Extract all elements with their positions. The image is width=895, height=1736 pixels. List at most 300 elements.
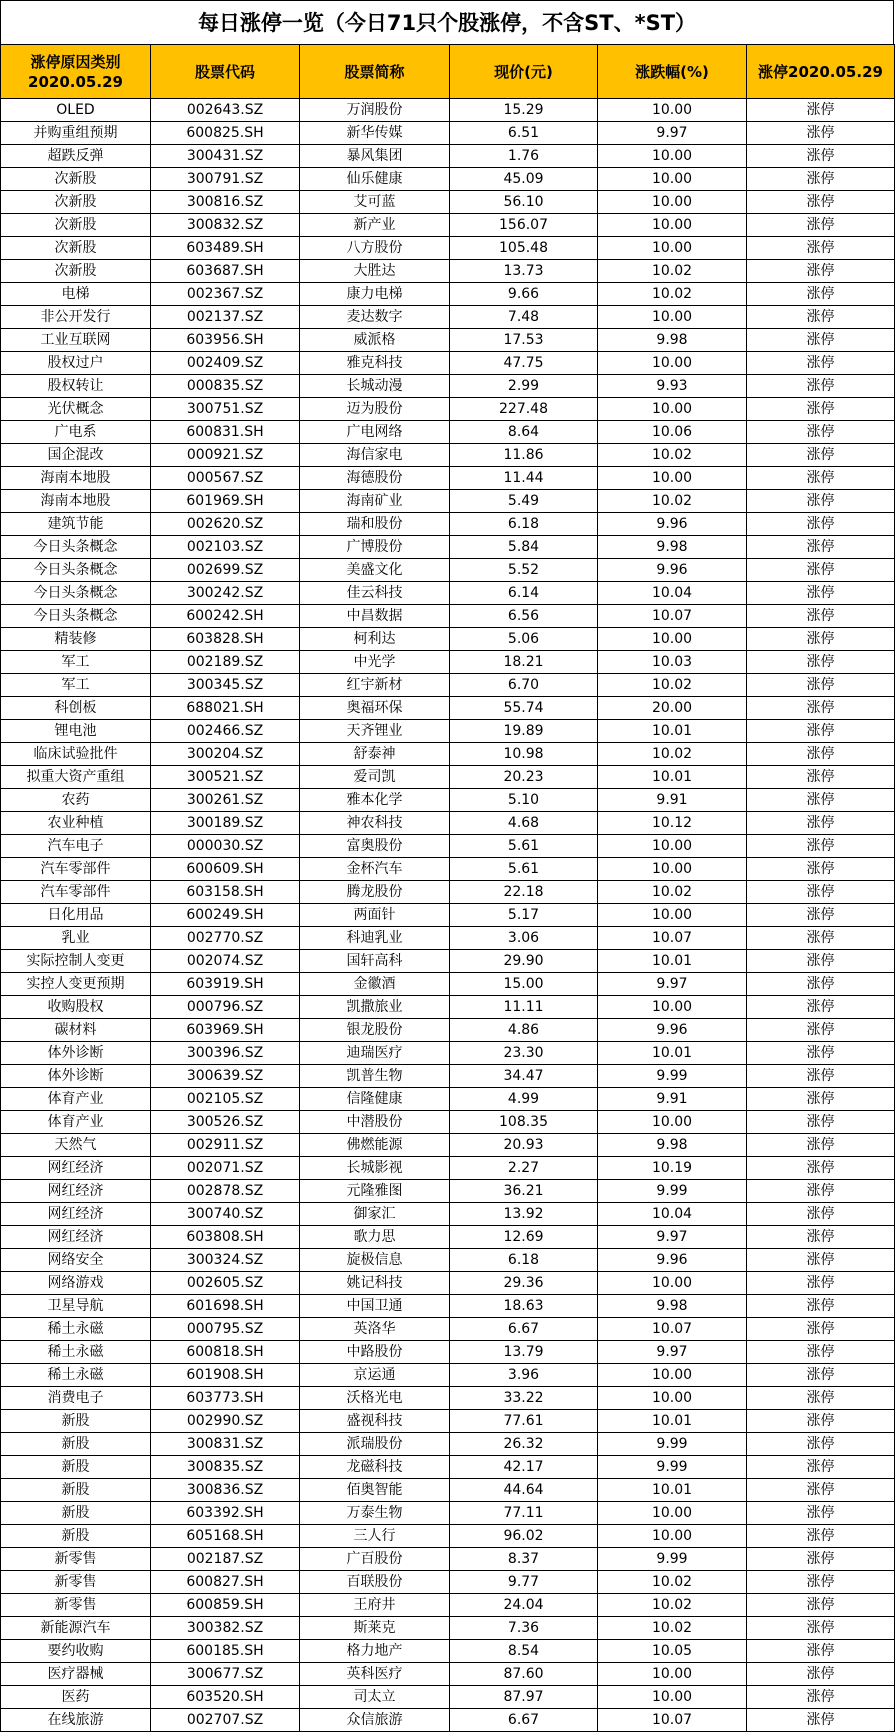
table-row (1, 927, 895, 950)
name-cell: 长城动漫 (300, 375, 450, 398)
table-row (1, 398, 895, 421)
name-cell: 国轩高科 (300, 950, 450, 973)
header-price: 现价(元) (450, 45, 598, 99)
table-row (1, 1157, 895, 1180)
name-cell: 万润股份 (300, 99, 450, 122)
price-cell: 4.68 (450, 812, 598, 835)
name-cell: 威派格 (300, 329, 450, 352)
status-cell: 涨停 (747, 674, 895, 697)
status-cell: 涨停 (747, 881, 895, 904)
status-cell: 涨停 (747, 214, 895, 237)
change-cell: 10.00 (598, 1364, 747, 1387)
price-cell: 7.36 (450, 1617, 598, 1640)
reason-cell: 网红经济 (1, 1226, 151, 1249)
price-cell: 33.22 (450, 1387, 598, 1410)
price-cell: 44.64 (450, 1479, 598, 1502)
table-row (1, 1548, 895, 1571)
price-cell: 20.23 (450, 766, 598, 789)
name-cell: 舒泰神 (300, 743, 450, 766)
code-cell: 300791.SZ (151, 168, 300, 191)
code-cell: 000796.SZ (151, 996, 300, 1019)
change-cell: 10.04 (598, 1203, 747, 1226)
name-cell: 广电网络 (300, 421, 450, 444)
table-row (1, 950, 895, 973)
reason-cell: 网络安全 (1, 1249, 151, 1272)
table-row (1, 1594, 895, 1617)
reason-cell: 次新股 (1, 168, 151, 191)
table-row (1, 1088, 895, 1111)
status-cell: 涨停 (747, 1456, 895, 1479)
code-cell: 002103.SZ (151, 536, 300, 559)
name-cell: 新产业 (300, 214, 450, 237)
status-cell: 涨停 (747, 789, 895, 812)
code-cell: 600249.SH (151, 904, 300, 927)
status-cell: 涨停 (747, 1571, 895, 1594)
reason-cell: 锂电池 (1, 720, 151, 743)
price-cell: 5.61 (450, 835, 598, 858)
status-cell: 涨停 (747, 260, 895, 283)
status-cell: 涨停 (747, 329, 895, 352)
code-cell: 300831.SZ (151, 1433, 300, 1456)
code-cell: 605168.SH (151, 1525, 300, 1548)
code-cell: 002605.SZ (151, 1272, 300, 1295)
reason-cell: 新股 (1, 1479, 151, 1502)
reason-cell: 汽车零部件 (1, 881, 151, 904)
change-cell: 10.12 (598, 812, 747, 835)
change-cell: 10.01 (598, 720, 747, 743)
change-cell: 20.00 (598, 697, 747, 720)
reason-cell: 临床试验批件 (1, 743, 151, 766)
status-cell: 涨停 (747, 1617, 895, 1640)
reason-cell: OLED (1, 99, 151, 122)
price-cell: 5.06 (450, 628, 598, 651)
code-cell: 603392.SH (151, 1502, 300, 1525)
status-cell: 涨停 (747, 1502, 895, 1525)
change-cell: 9.99 (598, 1548, 747, 1571)
table-row (1, 835, 895, 858)
table-row (1, 145, 895, 168)
code-cell: 000030.SZ (151, 835, 300, 858)
reason-cell: 天然气 (1, 1134, 151, 1157)
code-cell: 601908.SH (151, 1364, 300, 1387)
table-row (1, 444, 895, 467)
price-cell: 55.74 (450, 697, 598, 720)
code-cell: 600185.SH (151, 1640, 300, 1663)
code-cell: 300521.SZ (151, 766, 300, 789)
status-cell: 涨停 (747, 1157, 895, 1180)
name-cell: 柯利达 (300, 628, 450, 651)
code-cell: 600818.SH (151, 1341, 300, 1364)
status-cell: 涨停 (747, 421, 895, 444)
price-cell: 6.14 (450, 582, 598, 605)
reason-cell: 新零售 (1, 1548, 151, 1571)
price-cell: 6.67 (450, 1318, 598, 1341)
name-cell: 富奥股份 (300, 835, 450, 858)
name-cell: 中路股份 (300, 1341, 450, 1364)
name-cell: 沃格光电 (300, 1387, 450, 1410)
reason-cell: 网络游戏 (1, 1272, 151, 1295)
code-cell: 002990.SZ (151, 1410, 300, 1433)
header-reason-category (1, 45, 151, 99)
status-cell: 涨停 (747, 1548, 895, 1571)
table-row (1, 99, 895, 122)
status-cell: 涨停 (747, 1525, 895, 1548)
code-cell: 300751.SZ (151, 398, 300, 421)
reason-cell: 次新股 (1, 237, 151, 260)
table-row (1, 1663, 895, 1686)
price-cell: 8.54 (450, 1640, 598, 1663)
reason-cell: 海南本地股 (1, 490, 151, 513)
name-cell: 新华传媒 (300, 122, 450, 145)
change-cell: 10.00 (598, 398, 747, 421)
name-cell: 仙乐健康 (300, 168, 450, 191)
name-cell: 两面针 (300, 904, 450, 927)
reason-cell: 网红经济 (1, 1180, 151, 1203)
change-cell: 10.01 (598, 950, 747, 973)
table-row (1, 122, 895, 145)
status-cell: 涨停 (747, 1249, 895, 1272)
code-cell: 300396.SZ (151, 1042, 300, 1065)
status-cell: 涨停 (747, 283, 895, 306)
name-cell: 英洛华 (300, 1318, 450, 1341)
reason-cell: 网红经济 (1, 1203, 151, 1226)
price-cell: 2.99 (450, 375, 598, 398)
code-cell: 002911.SZ (151, 1134, 300, 1157)
header-stock-code: 股票代码 (151, 45, 300, 99)
name-cell: 爱司凯 (300, 766, 450, 789)
table-row (1, 973, 895, 996)
name-cell: 迈为股份 (300, 398, 450, 421)
header-limit-status: 涨停2020.05.29 (747, 45, 895, 99)
table-row (1, 582, 895, 605)
code-cell: 603828.SH (151, 628, 300, 651)
code-cell: 300345.SZ (151, 674, 300, 697)
status-cell: 涨停 (747, 1088, 895, 1111)
price-cell: 1.76 (450, 145, 598, 168)
code-cell: 002620.SZ (151, 513, 300, 536)
status-cell: 涨停 (747, 720, 895, 743)
reason-cell: 体外诊断 (1, 1042, 151, 1065)
change-cell: 10.00 (598, 1686, 747, 1709)
change-cell: 10.07 (598, 605, 747, 628)
code-cell: 002367.SZ (151, 283, 300, 306)
change-cell: 10.00 (598, 835, 747, 858)
code-cell: 600859.SH (151, 1594, 300, 1617)
code-cell: 603687.SH (151, 260, 300, 283)
change-cell: 10.02 (598, 743, 747, 766)
name-cell: 歌力思 (300, 1226, 450, 1249)
code-cell: 002770.SZ (151, 927, 300, 950)
price-cell: 5.10 (450, 789, 598, 812)
name-cell: 红宇新材 (300, 674, 450, 697)
change-cell: 9.96 (598, 1249, 747, 1272)
table-row (1, 628, 895, 651)
price-cell: 5.49 (450, 490, 598, 513)
table-row (1, 1019, 895, 1042)
status-cell: 涨停 (747, 835, 895, 858)
change-cell: 10.00 (598, 1502, 747, 1525)
name-cell: 万泰生物 (300, 1502, 450, 1525)
change-cell: 9.96 (598, 513, 747, 536)
status-cell: 涨停 (747, 122, 895, 145)
price-cell: 19.89 (450, 720, 598, 743)
status-cell: 涨停 (747, 352, 895, 375)
header-row (1, 45, 895, 99)
table-row (1, 1709, 895, 1732)
change-cell: 10.02 (598, 444, 747, 467)
code-cell: 300816.SZ (151, 191, 300, 214)
change-cell: 10.00 (598, 1387, 747, 1410)
price-cell: 42.17 (450, 1456, 598, 1479)
code-cell: 300677.SZ (151, 1663, 300, 1686)
price-cell: 4.99 (450, 1088, 598, 1111)
code-cell: 300261.SZ (151, 789, 300, 812)
price-cell: 11.44 (450, 467, 598, 490)
reason-cell: 稀土永磁 (1, 1364, 151, 1387)
status-cell: 涨停 (747, 1686, 895, 1709)
price-cell: 36.21 (450, 1180, 598, 1203)
change-cell: 10.02 (598, 490, 747, 513)
name-cell: 百联股份 (300, 1571, 450, 1594)
table-row (1, 651, 895, 674)
reason-cell: 在线旅游 (1, 1709, 151, 1732)
price-cell: 6.67 (450, 1709, 598, 1732)
code-cell: 002707.SZ (151, 1709, 300, 1732)
name-cell: 中光学 (300, 651, 450, 674)
reason-cell: 汽车电子 (1, 835, 151, 858)
price-cell: 6.51 (450, 122, 598, 145)
change-cell: 10.00 (598, 628, 747, 651)
table-row (1, 191, 895, 214)
price-cell: 156.07 (450, 214, 598, 237)
price-cell: 11.86 (450, 444, 598, 467)
change-cell: 10.00 (598, 168, 747, 191)
table-row (1, 1617, 895, 1640)
sheet-title: 每日涨停一览（今日71只个股涨停，不含ST、*ST） (0, 0, 894, 44)
change-cell: 9.96 (598, 1019, 747, 1042)
reason-cell: 收购股权 (1, 996, 151, 1019)
table-row (1, 1571, 895, 1594)
name-cell: 中潜股份 (300, 1111, 450, 1134)
status-cell: 涨停 (747, 513, 895, 536)
code-cell: 002878.SZ (151, 1180, 300, 1203)
change-cell: 10.00 (598, 904, 747, 927)
change-cell: 10.02 (598, 283, 747, 306)
table-row (1, 1111, 895, 1134)
reason-cell: 新能源汽车 (1, 1617, 151, 1640)
reason-cell: 稀土永磁 (1, 1341, 151, 1364)
table-row (1, 1364, 895, 1387)
table-row (1, 1318, 895, 1341)
name-cell: 雅本化学 (300, 789, 450, 812)
name-cell: 司太立 (300, 1686, 450, 1709)
status-cell: 涨停 (747, 1203, 895, 1226)
name-cell: 科迪乳业 (300, 927, 450, 950)
price-cell: 13.79 (450, 1341, 598, 1364)
code-cell: 688021.SH (151, 697, 300, 720)
status-cell: 涨停 (747, 398, 895, 421)
price-cell: 47.75 (450, 352, 598, 375)
reason-cell: 卫星导航 (1, 1295, 151, 1318)
header-reason-text: 涨停原因类别 2020.05.29 (28, 52, 123, 91)
reason-cell: 新股 (1, 1525, 151, 1548)
reason-cell: 医疗器械 (1, 1663, 151, 1686)
reason-cell: 次新股 (1, 214, 151, 237)
price-cell: 17.53 (450, 329, 598, 352)
status-cell: 涨停 (747, 1134, 895, 1157)
change-cell: 9.99 (598, 1180, 747, 1203)
reason-cell: 超跌反弹 (1, 145, 151, 168)
change-cell: 10.00 (598, 145, 747, 168)
price-cell: 13.92 (450, 1203, 598, 1226)
change-cell: 10.00 (598, 1111, 747, 1134)
reason-cell: 体育产业 (1, 1111, 151, 1134)
price-cell: 108.35 (450, 1111, 598, 1134)
table-row (1, 1065, 895, 1088)
code-cell: 002189.SZ (151, 651, 300, 674)
status-cell: 涨停 (747, 536, 895, 559)
status-cell: 涨停 (747, 605, 895, 628)
name-cell: 众信旅游 (300, 1709, 450, 1732)
table-row (1, 743, 895, 766)
reason-cell: 体外诊断 (1, 1065, 151, 1088)
name-cell: 海南矿业 (300, 490, 450, 513)
code-cell: 603956.SH (151, 329, 300, 352)
name-cell: 雅克科技 (300, 352, 450, 375)
code-cell: 002187.SZ (151, 1548, 300, 1571)
table-row (1, 1341, 895, 1364)
name-cell: 元隆雅图 (300, 1180, 450, 1203)
reason-cell: 股权转让 (1, 375, 151, 398)
reason-cell: 股权过户 (1, 352, 151, 375)
reason-cell: 新股 (1, 1433, 151, 1456)
table-row (1, 812, 895, 835)
code-cell: 002074.SZ (151, 950, 300, 973)
table-row (1, 1686, 895, 1709)
table-row (1, 168, 895, 191)
table-row (1, 467, 895, 490)
price-cell: 23.30 (450, 1042, 598, 1065)
change-cell: 10.00 (598, 996, 747, 1019)
status-cell: 涨停 (747, 145, 895, 168)
price-cell: 3.96 (450, 1364, 598, 1387)
code-cell: 002071.SZ (151, 1157, 300, 1180)
table-row (1, 858, 895, 881)
status-cell: 涨停 (747, 812, 895, 835)
status-cell: 涨停 (747, 1180, 895, 1203)
status-cell: 涨停 (747, 375, 895, 398)
reason-cell: 新零售 (1, 1571, 151, 1594)
name-cell: 佰奥智能 (300, 1479, 450, 1502)
price-cell: 105.48 (450, 237, 598, 260)
change-cell: 9.97 (598, 122, 747, 145)
table-row (1, 352, 895, 375)
change-cell: 10.07 (598, 927, 747, 950)
status-cell: 涨停 (747, 444, 895, 467)
table-row (1, 513, 895, 536)
change-cell: 10.00 (598, 99, 747, 122)
reason-cell: 今日头条概念 (1, 582, 151, 605)
change-cell: 9.97 (598, 973, 747, 996)
table-row (1, 1249, 895, 1272)
change-cell: 9.91 (598, 1088, 747, 1111)
change-cell: 9.98 (598, 329, 747, 352)
change-cell: 10.06 (598, 421, 747, 444)
price-cell: 45.09 (450, 168, 598, 191)
price-cell: 12.69 (450, 1226, 598, 1249)
price-cell: 6.56 (450, 605, 598, 628)
reason-cell: 乳业 (1, 927, 151, 950)
reason-cell: 碳材料 (1, 1019, 151, 1042)
name-cell: 神农科技 (300, 812, 450, 835)
price-cell: 77.61 (450, 1410, 598, 1433)
name-cell: 瑞和股份 (300, 513, 450, 536)
change-cell: 9.98 (598, 1295, 747, 1318)
reason-cell: 汽车零部件 (1, 858, 151, 881)
limit-up-table (0, 44, 895, 1732)
code-cell: 300189.SZ (151, 812, 300, 835)
table-row (1, 996, 895, 1019)
reason-cell: 电梯 (1, 283, 151, 306)
price-cell: 5.52 (450, 559, 598, 582)
code-cell: 000835.SZ (151, 375, 300, 398)
status-cell: 涨停 (747, 490, 895, 513)
reason-cell: 并购重组预期 (1, 122, 151, 145)
name-cell: 斯莱克 (300, 1617, 450, 1640)
name-cell: 八方股份 (300, 237, 450, 260)
name-cell: 天齐锂业 (300, 720, 450, 743)
reason-cell: 医药 (1, 1686, 151, 1709)
table-row (1, 1410, 895, 1433)
change-cell: 9.98 (598, 536, 747, 559)
change-cell: 10.00 (598, 306, 747, 329)
change-cell: 10.00 (598, 352, 747, 375)
table-body (1, 99, 895, 1732)
change-cell: 10.00 (598, 1272, 747, 1295)
code-cell: 000921.SZ (151, 444, 300, 467)
status-cell: 涨停 (747, 1295, 895, 1318)
reason-cell: 农业种植 (1, 812, 151, 835)
price-cell: 5.84 (450, 536, 598, 559)
name-cell: 派瑞股份 (300, 1433, 450, 1456)
table-row (1, 536, 895, 559)
reason-cell: 新股 (1, 1410, 151, 1433)
change-cell: 9.98 (598, 1134, 747, 1157)
table-row (1, 421, 895, 444)
reason-cell: 日化用品 (1, 904, 151, 927)
code-cell: 300526.SZ (151, 1111, 300, 1134)
name-cell: 旋极信息 (300, 1249, 450, 1272)
price-cell: 24.04 (450, 1594, 598, 1617)
price-cell: 87.97 (450, 1686, 598, 1709)
name-cell: 盛视科技 (300, 1410, 450, 1433)
status-cell: 涨停 (747, 1410, 895, 1433)
name-cell: 腾龙股份 (300, 881, 450, 904)
reason-cell: 非公开发行 (1, 306, 151, 329)
change-cell: 10.00 (598, 237, 747, 260)
name-cell: 金杯汽车 (300, 858, 450, 881)
price-cell: 96.02 (450, 1525, 598, 1548)
price-cell: 56.10 (450, 191, 598, 214)
name-cell: 麦达数字 (300, 306, 450, 329)
name-cell: 三人行 (300, 1525, 450, 1548)
price-cell: 6.18 (450, 1249, 598, 1272)
table-row (1, 1479, 895, 1502)
change-cell: 10.00 (598, 467, 747, 490)
table-row (1, 329, 895, 352)
reason-cell: 消费电子 (1, 1387, 151, 1410)
table-row (1, 1134, 895, 1157)
